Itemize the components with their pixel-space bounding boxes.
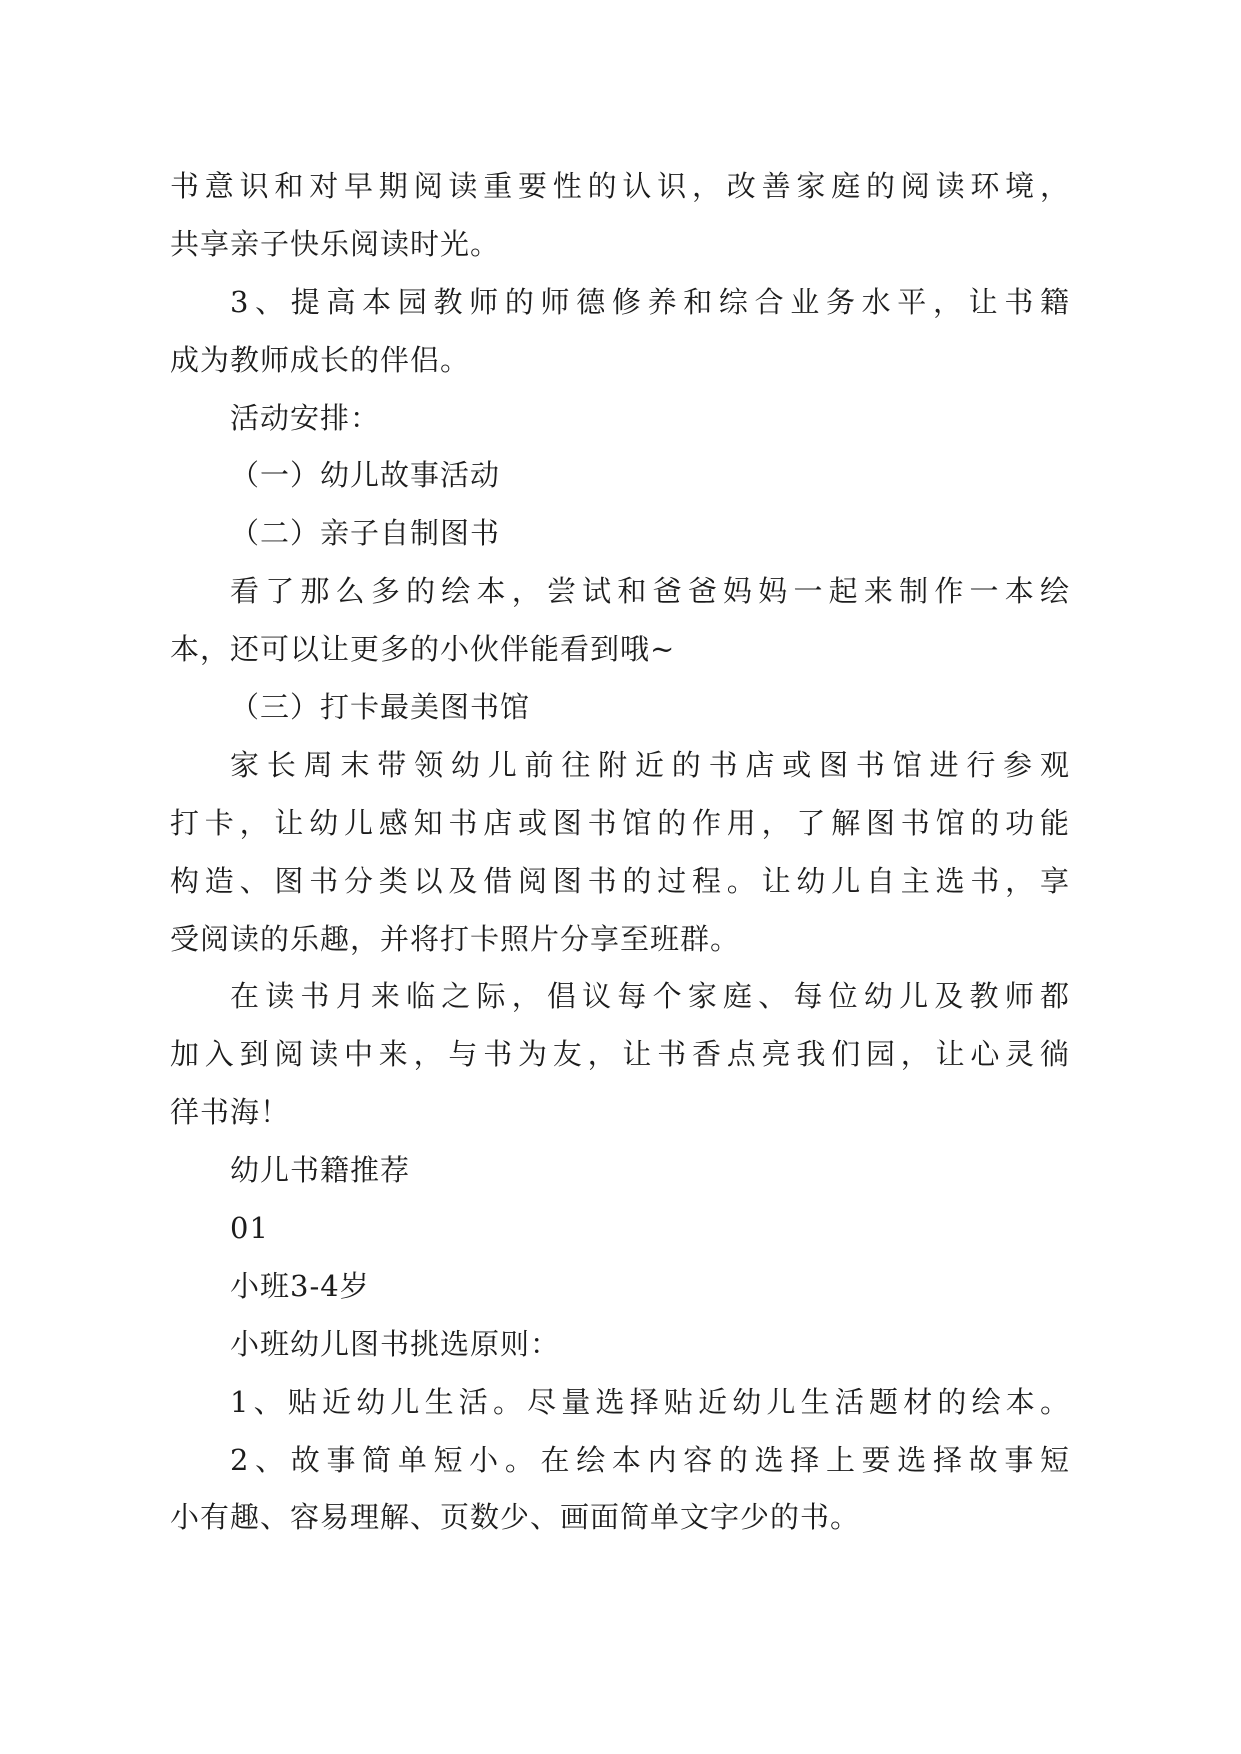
text-line: 受阅读的乐趣，并将打卡照片分享至班群。 <box>170 921 741 956</box>
text-line: 小有趣、容易理解、页数少、画面简单文字少的书。 <box>170 1500 861 1535</box>
text-line: 1、贴近幼儿生活。尽量选择贴近幼儿生活题材的绘本。 <box>230 1384 1070 1419</box>
text-line: 成为教师成长的伴侣。 <box>170 342 471 377</box>
text-line: 徉书海！ <box>170 1095 291 1130</box>
section-heading: 幼儿书籍推荐 <box>230 1153 411 1188</box>
body-text <box>170 158 1070 1547</box>
subsection-heading: （二）亲子自制图书 <box>230 516 501 551</box>
text-line: 本，还可以让更多的小伙伴能看到哦~ <box>170 632 676 667</box>
age-group-heading: 小班3-4岁 <box>230 1268 370 1303</box>
subsection-heading: （三）打卡最美图书馆 <box>230 690 531 725</box>
text-line: 3、提高本园教师的师德修养和综合业务水平，让书籍 <box>230 284 1070 319</box>
text-line: 在读书月来临之际，倡议每个家庭、每位幼儿及教师都 <box>230 979 1070 1014</box>
text-line: 2、故事简单短小。在绘本内容的选择上要选择故事短 <box>230 1442 1070 1477</box>
text-line: 构造、图书分类以及借阅图书的过程。让幼儿自主选书，享 <box>170 863 1070 898</box>
subsection-heading: （一）幼儿故事活动 <box>230 458 501 493</box>
text-line: 加入到阅读中来，与书为友，让书香点亮我们园，让心灵徜 <box>170 1037 1070 1072</box>
text-line: 书意识和对早期阅读重要性的认识，改善家庭的阅读环境， <box>170 169 1070 203</box>
text-line: 共享亲子快乐阅读时光。 <box>170 226 501 261</box>
text-line: 打卡，让幼儿感知书店或图书馆的作用，了解图书馆的功能 <box>170 805 1070 840</box>
section-heading: 活动安排： <box>230 400 381 435</box>
text-line: 看了那么多的绘本，尝试和爸爸妈妈一起来制作一本绘 <box>230 574 1070 609</box>
text-line: 小班幼儿图书挑选原则： <box>230 1326 561 1361</box>
section-number: 01 <box>230 1211 269 1246</box>
text-line: 家长周末带领幼儿前往附近的书店或图书馆进行参观 <box>230 747 1070 782</box>
